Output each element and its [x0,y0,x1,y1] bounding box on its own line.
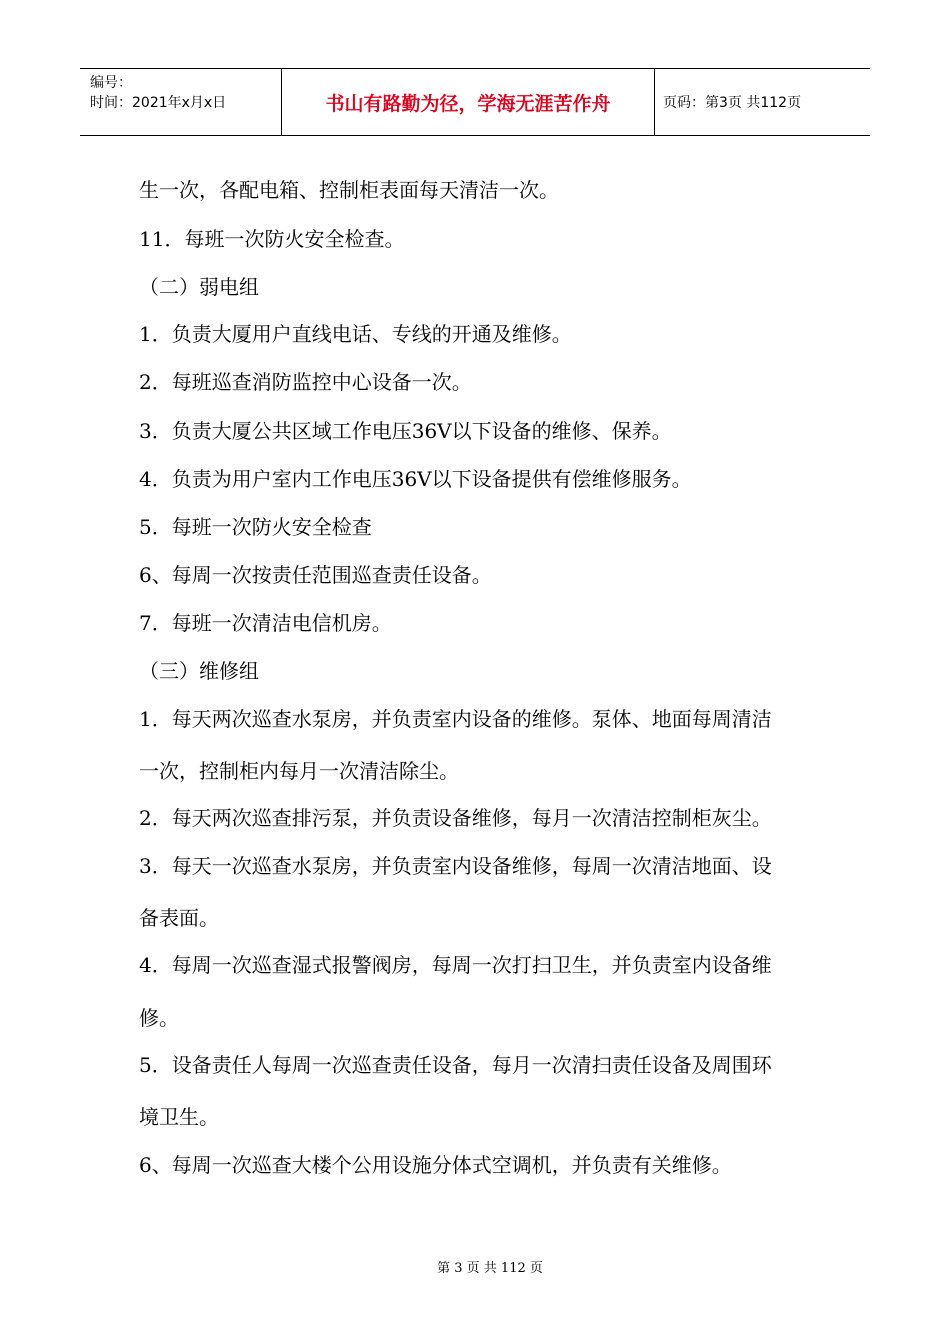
text-line: 5．设备责任人每周一次巡查责任设备，每月一次清扫责任设备及周围环 [139,1053,772,1077]
text-line: 生一次，各配电箱、控制柜表面每天清洁一次。 [139,178,559,202]
text-line: 3．负责大厦公共区域工作电压36V以下设备的维修、保养。 [139,419,672,443]
header-meta [80,69,282,135]
text-line: 11．每班一次防火安全检查。 [139,227,405,251]
text-line: 5．每班一次防火安全检查 [139,515,372,539]
text-line: 备表面。 [139,906,219,930]
section-heading: （三）维修组 [139,659,259,683]
text-line: 1．负责大厦用户直线电话、专线的开通及维修。 [139,322,572,346]
document-number: 编号： [90,75,132,91]
text-line: 7．每班一次清洁电信机房。 [139,611,392,635]
text-line: 6、每周一次按责任范围巡查责任设备。 [139,563,492,587]
page-footer: 第 3 页 共 112 页 [437,1261,543,1276]
page-header [80,68,870,136]
text-line: 3．每天一次巡查水泵房，并负责室内设备维修，每周一次清洁地面、设 [139,854,772,878]
header-page-info: 页码：第3页 共112页 [663,95,802,111]
text-line: 2．每天两次巡查排污泵，并负责设备维修，每月一次清洁控制柜灰尘。 [139,806,772,830]
text-line: 6、每周一次巡查大楼个公用设施分体式空调机，并负责有关维修。 [139,1153,732,1177]
text-line: 4．每周一次巡查湿式报警阀房，每周一次打扫卫生，并负责室内设备维 [139,953,772,977]
text-line: 境卫生。 [139,1105,219,1129]
text-line: 1．每天两次巡查水泵房，并负责室内设备的维修。泵体、地面每周清洁 [139,707,772,731]
text-line: 4．负责为用户室内工作电压36V以下设备提供有偿维修服务。 [139,467,692,491]
header-motto: 书山有路勤为径，学海无涯苦作舟 [282,69,655,135]
section-heading: （二）弱电组 [139,275,259,299]
document-time: 时间：2021年x月x日 [90,95,227,111]
text-line: 一次，控制柜内每月一次清洁除尘。 [139,759,459,783]
text-line: 修。 [139,1006,179,1030]
text-line: 2．每班巡查消防监控中心设备一次。 [139,370,472,394]
